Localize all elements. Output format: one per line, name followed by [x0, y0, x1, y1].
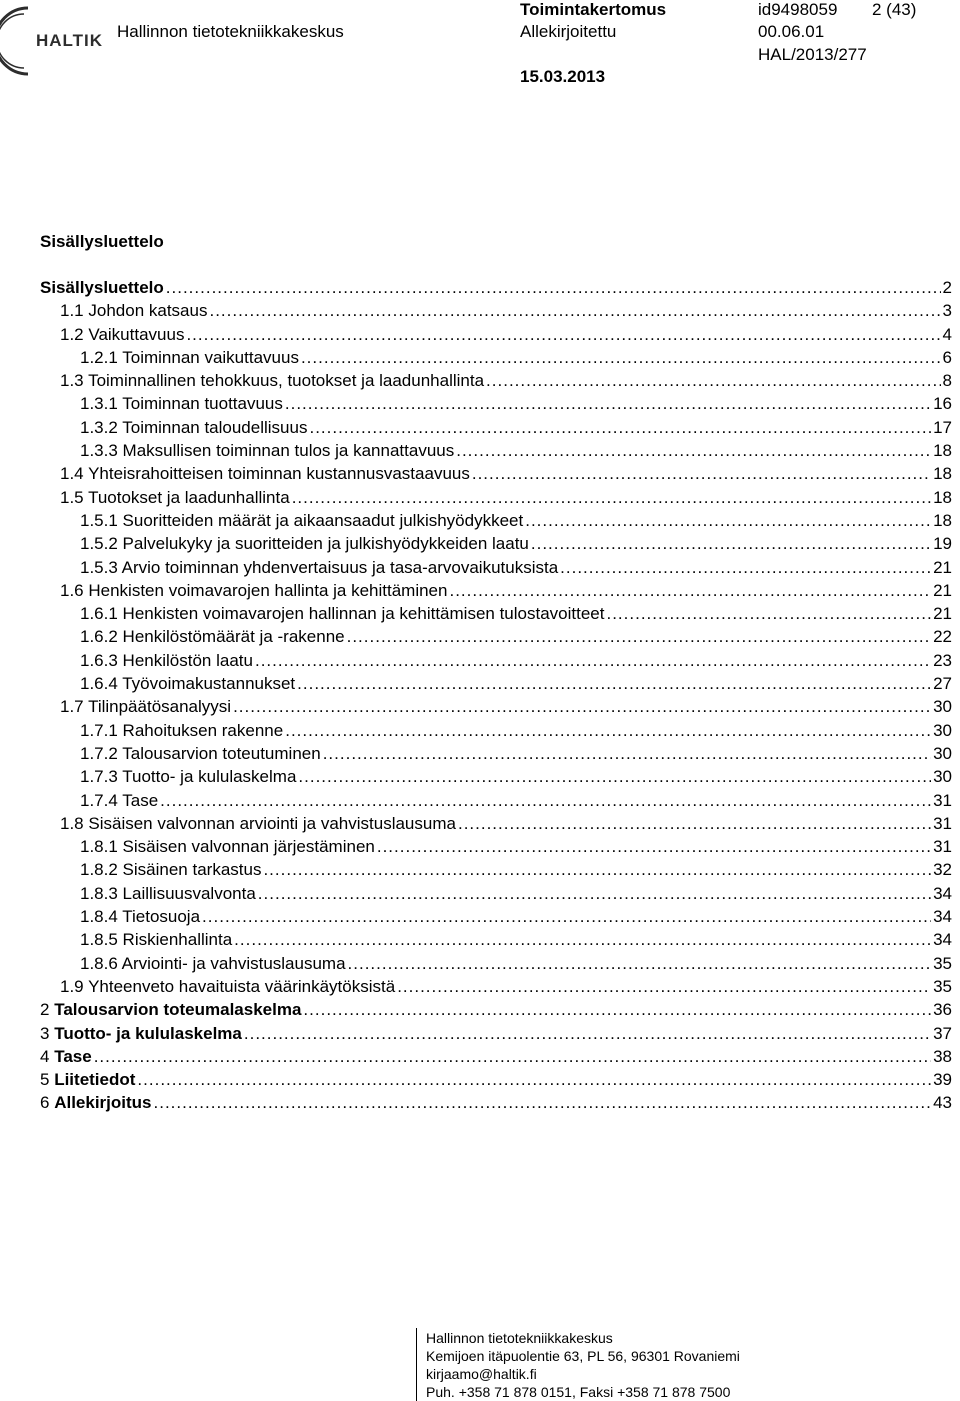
- toc-entry-title: Rahoituksen rakenne: [122, 720, 284, 740]
- toc-entry-label: [80, 556, 558, 579]
- toc-entry-number: 1.3: [60, 371, 84, 391]
- toc-entry-title: Allekirjoitus: [54, 1093, 152, 1113]
- toc-entry-title: Tuotto- ja kululaskelma: [54, 1023, 242, 1043]
- toc-entry-label: [60, 299, 207, 322]
- toc-entry-label: [80, 719, 283, 742]
- toc-entry-page: 30: [933, 720, 952, 740]
- toc-dot-leader: [298, 765, 931, 788]
- toc-entry-page: 35: [933, 976, 952, 996]
- toc-entry[interactable]: [40, 486, 952, 509]
- toc-entry-title: Liitetiedot: [54, 1070, 136, 1090]
- toc-dot-leader: [531, 532, 931, 555]
- toc-entry-page: 37: [933, 1023, 952, 1043]
- toc-dot-leader: [202, 905, 931, 928]
- toc-entry-page: 18: [933, 510, 952, 530]
- toc-entry-label: [60, 323, 184, 346]
- toc-entry-title: Sisäisen valvonnan järjestäminen: [122, 837, 375, 857]
- toc-entry[interactable]: [40, 1045, 952, 1068]
- toc-entry[interactable]: [40, 882, 952, 905]
- toc-dot-leader: [285, 392, 931, 415]
- toc-entry-number: 1.6.4: [80, 674, 118, 694]
- toc-entry-page: 22: [933, 627, 952, 647]
- toc-entry-number: 1.7.3: [80, 767, 118, 787]
- toc-entry-page: 6: [942, 347, 952, 367]
- toc-entry-title: Tase: [122, 790, 159, 810]
- toc-entry-title: Henkilöstömäärät ja -rakenne: [122, 627, 345, 647]
- header-status: Allekirjoitettu: [520, 22, 617, 41]
- toc-entry-number: 1.7.2: [80, 743, 118, 763]
- toc-entry-title: Maksullisen toiminnan tulos ja kannattavuus: [122, 441, 455, 461]
- toc-entry-page: 8: [942, 371, 952, 391]
- toc-entry-title: Tuotokset ja laadunhallinta: [88, 487, 290, 507]
- toc-entry-page: 18: [933, 487, 952, 507]
- toc-entry[interactable]: [40, 695, 952, 718]
- toc-entry-label: [60, 462, 470, 485]
- toc-entry-label: [60, 695, 231, 718]
- header-organization: Hallinnon tietotekniikkakeskus: [117, 22, 344, 41]
- toc-entry[interactable]: [40, 323, 952, 346]
- toc-entry[interactable]: [40, 998, 952, 1021]
- toc-entry-title: Työvoimakustannukset: [122, 674, 296, 694]
- toc-entry-title: Tase: [54, 1046, 92, 1066]
- toc-entry-page: 18: [933, 441, 952, 461]
- toc-entry-title: Talousarvion toteumalaskelma: [54, 1000, 302, 1020]
- toc-entry-page: 43: [933, 1093, 952, 1113]
- toc-entry[interactable]: [40, 742, 952, 765]
- toc-entry-page: 34: [933, 930, 952, 950]
- toc-entry-number: 1.8: [60, 813, 84, 833]
- toc-entry-number: 4: [40, 1046, 50, 1066]
- toc-entry-label: [80, 928, 232, 951]
- logo-text: HALTIK: [36, 31, 104, 50]
- toc-dot-leader: [472, 462, 931, 485]
- toc-entry[interactable]: [40, 276, 952, 299]
- toc-entry[interactable]: [40, 765, 952, 788]
- toc-entry-number: 5: [40, 1070, 50, 1090]
- toc-entry-page: 21: [933, 604, 952, 624]
- toc-entry-page: 35: [933, 953, 952, 973]
- page-footer: [416, 1328, 960, 1401]
- toc-dot-leader: [347, 625, 931, 648]
- toc-dot-leader: [525, 509, 931, 532]
- toc-entry-number: 1.6.1: [80, 604, 118, 624]
- toc-entry-page: 32: [933, 860, 952, 880]
- toc-dot-leader: [301, 346, 941, 369]
- toc-entry-number: 1.4: [60, 464, 84, 484]
- toc-entry-title: Toiminnallinen tehokkuus, tuotokset ja laadunhallinta: [88, 371, 485, 391]
- toc-dot-leader: [397, 975, 931, 998]
- toc-entry-page: 16: [933, 394, 952, 414]
- toc-dot-leader: [323, 742, 931, 765]
- toc-entry[interactable]: [40, 602, 952, 625]
- toc-dot-leader: [234, 928, 931, 951]
- toc-entry-title: Tuotto- ja kululaskelma: [122, 767, 297, 787]
- toc-entry-number: 1.7: [60, 697, 84, 717]
- toc-entry-title: Henkisten voimavarojen hallinta ja kehittäminen: [88, 580, 448, 600]
- toc-entry-label: [80, 649, 253, 672]
- toc-entry-title: Suoritteiden määrät ja aikaansaadut julkishyödykkeet: [122, 510, 524, 530]
- toc-entry-page: 21: [933, 557, 952, 577]
- toc-entry-title: Palvelukyky ja suoritteiden ja julkishyödykkeiden laatu: [122, 534, 529, 554]
- toc-entry-number: 1.7.1: [80, 720, 118, 740]
- toc-entry-page: 36: [933, 1000, 952, 1020]
- toc-entry-number: 1.3.3: [80, 441, 118, 461]
- toc-dot-leader: [458, 812, 931, 835]
- toc-entry-title: Johdon katsaus: [88, 301, 208, 321]
- toc-entry-number: 1.8.5: [80, 930, 118, 950]
- toc-entry-label: [80, 905, 200, 928]
- toc-dot-leader: [560, 556, 931, 579]
- toc-dot-leader: [186, 323, 940, 346]
- toc-dot-leader: [233, 695, 931, 718]
- toc-entry[interactable]: [40, 835, 952, 858]
- toc-dot-leader: [606, 602, 931, 625]
- toc-entry-number: 1.2.1: [80, 347, 118, 367]
- toc-dot-leader: [94, 1045, 931, 1068]
- footer-divider: [416, 1328, 417, 1401]
- toc-entry[interactable]: [40, 1091, 952, 1114]
- toc-entry[interactable]: [40, 299, 952, 322]
- toc-entry-number: 1.5.2: [80, 534, 118, 554]
- toc-dot-leader: [348, 952, 932, 975]
- toc-entry-label: [80, 882, 256, 905]
- toc-entry-number: 1.2: [60, 324, 84, 344]
- toc-dot-leader: [292, 486, 931, 509]
- toc-entry-title: Toiminnan taloudellisuus: [122, 417, 308, 437]
- toc-entry-page: 4: [942, 324, 952, 344]
- toc-entry-title: Arvio toiminnan yhdenvertaisuus ja tasa-arvovaikutuksista: [121, 557, 559, 577]
- toc-entry-number: 1.8.6: [80, 953, 118, 973]
- toc-entry-number: 1.5.1: [80, 510, 118, 530]
- toc-entry-label: [60, 579, 447, 602]
- toc-entry-label: [80, 439, 454, 462]
- toc-dot-leader: [244, 1022, 931, 1045]
- toc-entry-number: 1.3.2: [80, 417, 118, 437]
- toc-entry-title: Henkilöstön laatu: [122, 650, 253, 670]
- toc-entry-number: 1.6.2: [80, 627, 118, 647]
- toc-entry-label: [40, 1068, 135, 1091]
- toc-entry-label: [60, 369, 484, 392]
- toc-entry-page: 34: [933, 907, 952, 927]
- toc-entry-label: [40, 998, 301, 1021]
- toc-dot-leader: [486, 369, 940, 392]
- toc-entry-title: Talousarvion toteutuminen: [122, 743, 321, 763]
- toc-entry[interactable]: [40, 509, 952, 532]
- toc-dot-leader: [456, 439, 931, 462]
- table-of-contents: [40, 276, 952, 1115]
- toc-entry[interactable]: [40, 905, 952, 928]
- toc-dot-leader: [377, 835, 931, 858]
- toc-dot-leader: [297, 672, 931, 695]
- toc-entry[interactable]: [40, 649, 952, 672]
- toc-entry-number: 1.8.1: [80, 837, 118, 857]
- toc-entry[interactable]: [40, 462, 952, 485]
- toc-entry[interactable]: [40, 1022, 952, 1045]
- toc-entry-label: [80, 416, 307, 439]
- toc-entry-page: 2: [942, 278, 952, 297]
- header-page-number: 2 (43): [872, 0, 917, 19]
- toc-dot-leader: [258, 882, 931, 905]
- toc-entry-title: Yhteenveto havaituista väärinkäytöksistä: [88, 976, 396, 996]
- toc-entry[interactable]: [40, 789, 952, 812]
- toc-entry-number: 1.6: [60, 580, 84, 600]
- toc-entry[interactable]: [40, 672, 952, 695]
- toc-entry[interactable]: [40, 369, 952, 392]
- toc-entry-title: Vaikuttavuus: [88, 324, 185, 344]
- toc-entry-number: 1.7.4: [80, 790, 118, 810]
- page-header: [0, 0, 960, 100]
- toc-entry-page: 30: [933, 767, 952, 787]
- toc-entry-title: Tietosuoja: [122, 907, 201, 927]
- toc-dot-leader: [166, 276, 941, 299]
- toc-entry-page: 30: [933, 743, 952, 763]
- toc-entry-page: 3: [942, 301, 952, 321]
- toc-entry-page: 27: [933, 674, 952, 694]
- toc-entry-number: 1.9: [60, 976, 84, 996]
- toc-dot-leader: [137, 1068, 931, 1091]
- toc-entry-number: 1.6.3: [80, 650, 118, 670]
- toc-dot-leader: [255, 649, 931, 672]
- footer-organization: Hallinnon tietotekniikkakeskus: [426, 1330, 613, 1346]
- toc-entry[interactable]: [40, 532, 952, 555]
- toc-entry-page: 17: [933, 417, 952, 437]
- toc-entry-title: Sisällysluettelo: [40, 278, 164, 297]
- toc-entry-title: Toiminnan vaikuttavuus: [122, 347, 299, 367]
- toc-entry[interactable]: [40, 812, 952, 835]
- toc-entry-page: 34: [933, 883, 952, 903]
- toc-entry-label: [80, 742, 321, 765]
- toc-entry-title: Sisäinen tarkastus: [122, 860, 262, 880]
- toc-entry-number: 1.5.3: [80, 557, 118, 577]
- toc-entry-label: [80, 392, 283, 415]
- toc-entry-page: 19: [933, 534, 952, 554]
- toc-entry[interactable]: [40, 556, 952, 579]
- toc-entry-page: 23: [933, 650, 952, 670]
- toc-dot-leader: [154, 1091, 932, 1114]
- toc-entry-page: 30: [933, 697, 952, 717]
- toc-entry-title: Laillisuusvalvonta: [122, 883, 256, 903]
- toc-entry-label: [40, 1045, 92, 1068]
- toc-entry-title: Henkisten voimavarojen hallinnan ja kehittämisen tulostavoitteet: [122, 604, 605, 624]
- toc-entry-title: Arviointi- ja vahvistuslausuma: [121, 953, 346, 973]
- toc-entry-label: [80, 532, 529, 555]
- toc-entry-page: 38: [933, 1046, 952, 1066]
- toc-entry[interactable]: [40, 392, 952, 415]
- header-date: 15.03.2013: [520, 67, 606, 86]
- toc-entry-label: [60, 486, 290, 509]
- haltik-logo: [0, 0, 110, 80]
- toc-entry-label: [80, 858, 261, 881]
- toc-dot-leader: [303, 998, 931, 1021]
- header-doc-type: Toimintakertomus: [520, 0, 667, 19]
- toc-dot-leader: [160, 789, 931, 812]
- toc-entry-label: [40, 276, 164, 299]
- toc-entry-title: Toiminnan tuottavuus: [122, 394, 283, 414]
- toc-entry-label: [80, 789, 158, 812]
- toc-entry-page: 31: [933, 790, 952, 810]
- toc-entry-number: 1.3.1: [80, 394, 118, 414]
- toc-entry[interactable]: [40, 719, 952, 742]
- toc-entry-label: [40, 1022, 242, 1045]
- header-doc-id: id9498059: [758, 0, 838, 19]
- toc-dot-leader: [449, 579, 931, 602]
- toc-entry-label: [80, 672, 295, 695]
- toc-entry-page: 31: [933, 837, 952, 857]
- toc-entry-number: 1.1: [60, 301, 84, 321]
- toc-entry-number: 2: [40, 1000, 50, 1020]
- toc-dot-leader: [263, 858, 931, 881]
- toc-entry-title: Yhteisrahoitteisen toiminnan kustannusvastaavuus: [88, 464, 470, 484]
- toc-entry-number: 6: [40, 1093, 50, 1113]
- toc-entry-page: 21: [933, 580, 952, 600]
- toc-entry[interactable]: [40, 858, 952, 881]
- toc-entry[interactable]: [40, 579, 952, 602]
- toc-entry-label: [80, 952, 346, 975]
- footer-address: Kemijoen itäpuolentie 63, PL 56, 96301 Rovaniemi: [426, 1348, 740, 1364]
- toc-dot-leader: [209, 299, 940, 322]
- toc-entry-page: 18: [933, 464, 952, 484]
- toc-entry[interactable]: [40, 439, 952, 462]
- toc-entry[interactable]: [40, 346, 952, 369]
- toc-entry-label: [80, 765, 296, 788]
- toc-entry-number: 1.8.3: [80, 883, 118, 903]
- toc-entry-title: Sisäisen valvonnan arviointi ja vahvistuslausuma: [88, 813, 456, 833]
- toc-entry[interactable]: [40, 416, 952, 439]
- toc-entry-title: Riskienhallinta: [122, 930, 233, 950]
- toc-entry-number: 1.5: [60, 487, 84, 507]
- toc-entry[interactable]: [40, 625, 952, 648]
- toc-entry-number: 3: [40, 1023, 50, 1043]
- toc-entry-label: [80, 509, 523, 532]
- toc-entry-page: 31: [933, 813, 952, 833]
- footer-phone: Puh. +358 71 878 0151, Faksi +358 71 878 7500: [426, 1384, 731, 1400]
- toc-entry[interactable]: [40, 928, 952, 951]
- toc-entry-label: [80, 625, 345, 648]
- toc-entry-number: 1.8.2: [80, 860, 118, 880]
- toc-entry-label: [80, 602, 604, 625]
- toc-dot-leader: [309, 416, 931, 439]
- header-reference: HAL/2013/277: [758, 45, 867, 64]
- footer-email[interactable]: kirjaamo@haltik.fi: [426, 1366, 537, 1382]
- toc-entry-label: [80, 346, 299, 369]
- toc-entry-page: 39: [933, 1070, 952, 1090]
- toc-entry[interactable]: [40, 1068, 952, 1091]
- toc-entry[interactable]: [40, 952, 952, 975]
- toc-entry-label: [60, 975, 395, 998]
- header-code: 00.06.01: [758, 22, 825, 41]
- toc-entry-title: Tilinpäätösanalyysi: [88, 697, 232, 717]
- toc-entry[interactable]: [40, 975, 952, 998]
- toc-heading: Sisällysluettelo: [40, 232, 164, 251]
- toc-entry-label: [60, 812, 456, 835]
- toc-entry-label: [80, 835, 375, 858]
- toc-entry-label: [40, 1091, 152, 1114]
- toc-entry-number: 1.8.4: [80, 907, 118, 927]
- toc-dot-leader: [285, 719, 931, 742]
